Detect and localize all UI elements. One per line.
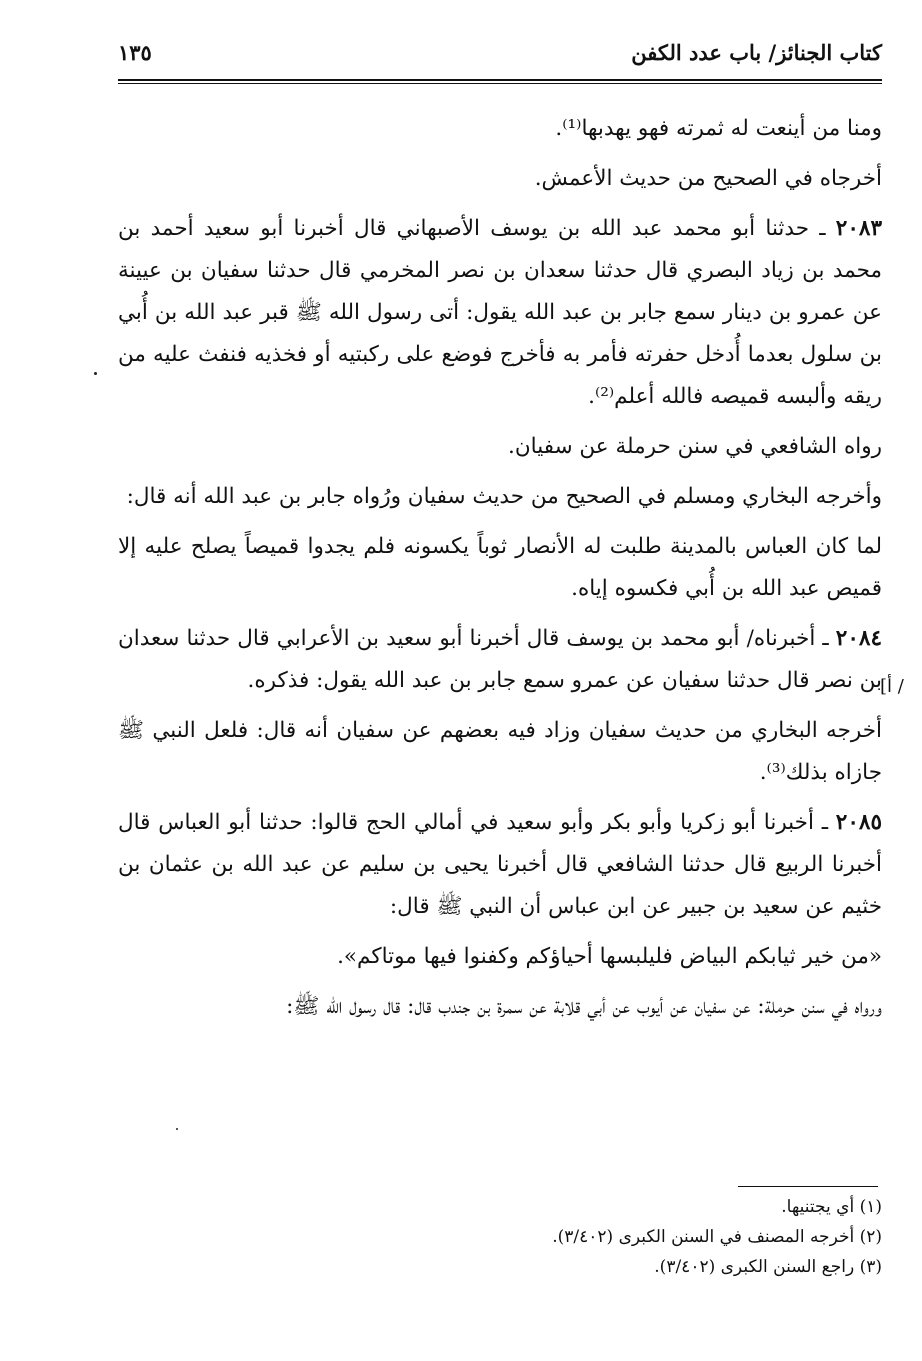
- hadith-number: ٢٠٨٥: [835, 810, 882, 835]
- hadith-text: ـ أخبرنا أبو زكريا وأبو بكر وأبو سعيد في أمالي الحج قالوا: حدثنا أبو العباس قال أخبرنا الربيع قال حدثنا الشافعي قال أخبرنا يحيى بن سليم عن عبد الله بن عثمان بن خثيم عن سعيد بن جبير عن ابن عباس أن النبي ﷺ قال:: [118, 810, 882, 919]
- footnote-3: (٣) راجع السنن الكبرى (٣/٤٠٢).: [654, 1257, 882, 1277]
- paragraph-1: ومنا من أينعت له ثمرته فهو يهدبها⁽¹⁾.: [555, 116, 882, 141]
- quoted-hadith: «من خير ثيابكم البياض فليلبسها أحياؤكم وكفنوا فيها موتاكم».: [337, 944, 882, 969]
- page-header: [118, 40, 882, 84]
- header-rule: [118, 79, 882, 81]
- page-number: ١٣٥: [118, 40, 152, 65]
- hadith-2085: [118, 802, 882, 928]
- paragraph-5: وأخرجه البخاري ومسلم في الصحيح من حديث سفيان ورُواه جابر بن عبد الله أنه قال:: [126, 484, 882, 509]
- paragraph-6: لما كان العباس بالمدينة طلبت له الأنصار ثوباً يكسونه فلم يجدوا قميصاً يصلح عليه إلا قميص عبد الله بن أُبي فكسوه إياه.: [118, 534, 882, 601]
- running-title: كتاب الجنائز/ باب عدد الكفن: [631, 40, 882, 65]
- paragraph-8: أخرجه البخاري من حديث سفيان وزاد فيه بعضهم عن سفيان أنه قال: فلعل النبي ﷺ جازاه بذلك⁽³⁾.: [118, 718, 882, 785]
- margin-folio-note: / أ]: [880, 676, 904, 697]
- hadith-text: ـ أخبرناه/ أبو محمد بن يوسف قال أخبرنا أبو سعيد بن الأعرابي قال حدثنا سعدان بن نصر قال حدثنا سفيان عن عمرو سمع جابر بن عبد الله يقول: فذكره.: [118, 626, 882, 693]
- paragraph-11: ورواه في سنن حرملة: عن سفيان عن أيوب عن أبي قلابة عن سمرة بن جندب قال: قال رسول الله ﷺ:: [286, 994, 882, 1019]
- hadith-2084: [118, 618, 882, 702]
- hadith-number: ٢٠٨٤: [835, 626, 882, 651]
- footnotes: [118, 1192, 882, 1282]
- hadith-text: ـ حدثنا أبو محمد عبد الله بن يوسف الأصبهاني قال أخبرنا أبو سعيد أحمد بن محمد بن زياد البصري قال حدثنا سعدان بن نصر المخرمي قال حدثنا سفيان بن عيينة عن عمرو بن دينار سمع جابر بن عبد الله يقول: أتى رسول الله ﷺ قبر عبد الله بن أُبي بن سلول بعدما أُدخل حفرته فأمر به فأخرج فوضع على ركبتيه أو فخذيه فنفث عليه من ريقه وألبسه قميصه فالله أعلم⁽²⁾.: [118, 216, 882, 409]
- footnote-1: (١) أي يجتنيها.: [781, 1197, 882, 1217]
- paragraph-4: رواه الشافعي في سنن حرملة عن سفيان.: [508, 434, 882, 459]
- paragraph-2: أخرجاه في الصحيح من حديث الأعمش.: [534, 166, 882, 191]
- hadith-number: ٢٠٨٣: [835, 216, 882, 241]
- header-rule-thin: [118, 83, 882, 84]
- footnote-rule: [738, 1186, 878, 1187]
- hadith-2083: [118, 208, 882, 418]
- main-text: [118, 108, 882, 1036]
- footnote-2: (٢) أخرجه المصنف في السنن الكبرى (٣/٤٠٢).: [552, 1227, 882, 1247]
- scan-speck: [176, 1128, 178, 1130]
- scan-speck: [94, 372, 97, 375]
